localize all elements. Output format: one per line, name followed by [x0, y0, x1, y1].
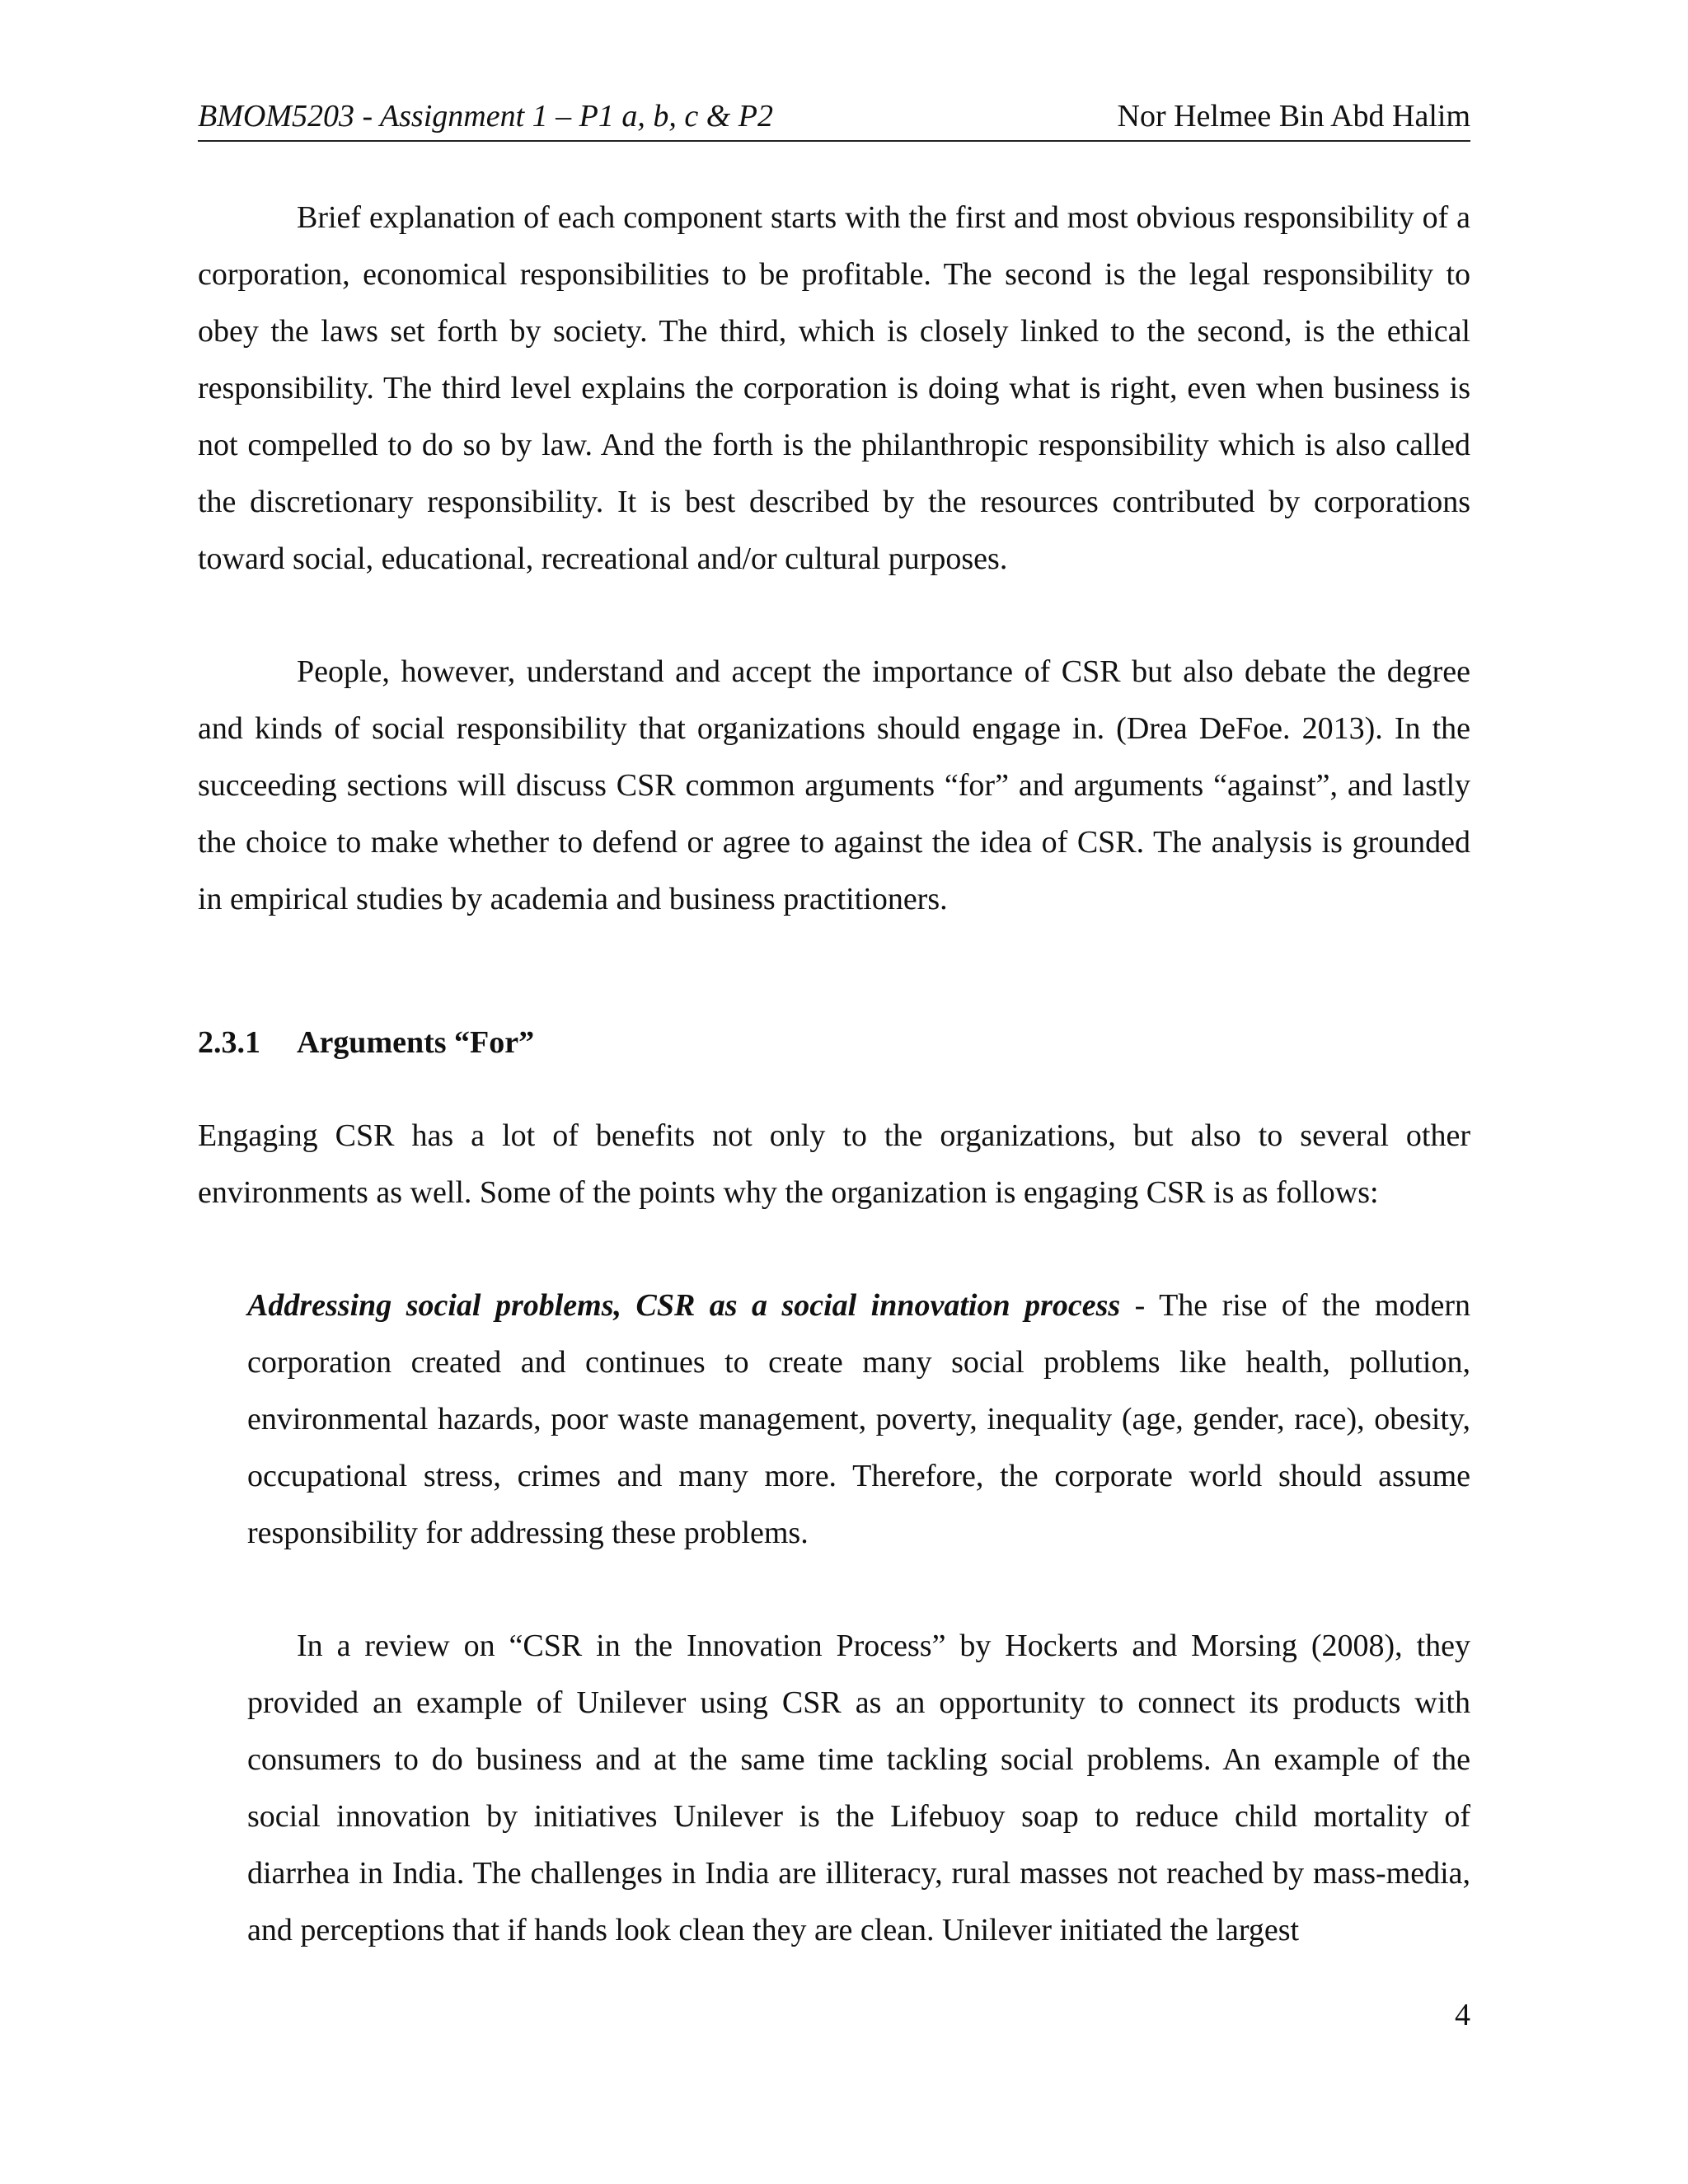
header-course-title: BMOM5203 - Assignment 1 – P1 a, b, c & P2 [198, 99, 773, 134]
paragraph-unilever-example: In a review on “CSR in the Innovation Process” by Hockerts and Morsing (2008), they provided an example of Unilever using CSR as an opportunity to connect its products with consumers to do business and at the same time tackling social problems. An example of the social innovation by initiatives Unilever is the Lifebuoy soap to reduce child mortality of diarrhea in India. The challenges in India are illiteracy, rural masses not reached by mass-media, and perceptions that if hands look clean they are clean. Unilever initiated the largest [247, 1629, 1470, 1947]
argument-point-block [247, 1277, 1470, 1959]
paragraph-csr-debate: People, however, understand and accept the importance of CSR but also debate the degree and kinds of social responsibility that organizations should engage in. (Drea DeFoe. 2013). In the succeeding sections will discuss CSR common arguments “for” and arguments “against”, and lastly the choice to make whether to defend or agree to against the idea of CSR. The analysis is grounded in empirical studies by academia and business practitioners. [198, 654, 1470, 916]
page-body [198, 190, 1470, 1959]
argument-point-text: - The rise of the modern corporation created and continues to create many social problems like health, pollution, environmental hazards, poor waste management, poverty, inequality (age, gender, race), obesity, occupational stress, crimes and many more. Therefore, the corporate world should assume responsibility for addressing these problems. [247, 1288, 1471, 1550]
section-number: 2.3.1 [198, 1025, 260, 1060]
argument-point-lead: Addressing social problems, CSR as a social innovation process [247, 1288, 1121, 1323]
paragraph-section-intro: Engaging CSR has a lot of benefits not only to the organizations, but also to several other environments as well. Some of the points why the organization is engaging CSR is as follows: [198, 1118, 1470, 1210]
header-author-name: Nor Helmee Bin Abd Halim [1117, 99, 1470, 134]
section-title: Arguments “For” [297, 1025, 535, 1060]
page-number: 4 [1455, 1998, 1470, 2032]
paragraph-csr-components: Brief explanation of each component starts with the first and most obvious responsibility of a corporation, economical responsibilities to be profitable. The second is the legal responsibility to obey the laws set forth by society. The third, which is closely linked to the second, is the ethical responsibility. The third level explains the corporation is doing what is right, even when business is not compelled to do so by law. And the forth is the philanthropic responsibility which is also called the discretionary responsibility. It is best described by the resources contributed by corporations toward social, educational, recreational and/or cultural purposes. [198, 200, 1470, 576]
section-heading [198, 1015, 1470, 1071]
argument-point-social-problems [247, 1277, 1470, 1562]
page-header [198, 92, 1470, 142]
